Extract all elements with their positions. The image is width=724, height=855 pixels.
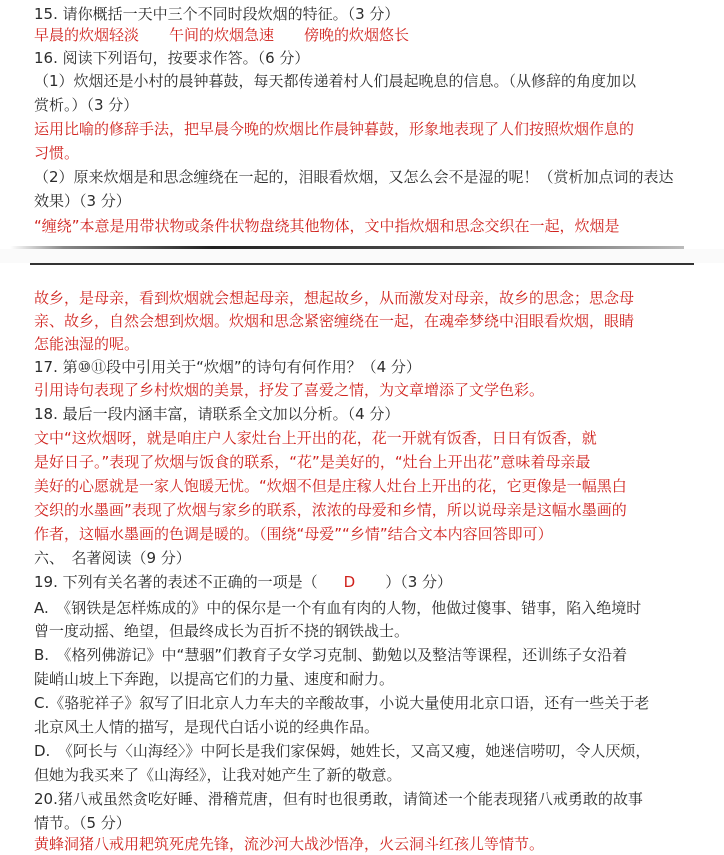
- q16-part2-line1: （2）原来炊烟是和思念缠绕在一起的，泪眼看炊烟，又怎么会不是湿的呢！（赏析加点词的表达: [34, 168, 674, 186]
- q16-part2-answer-2: 故乡，是母亲，看到炊烟就会想起母亲，想起故乡，从而激发对母亲，故乡的思念；思念母: [34, 289, 635, 307]
- q15-answer-line: [34, 25, 710, 45]
- q18-answer-line1: [34, 428, 710, 448]
- q19-answer: D: [343, 573, 356, 591]
- q20-answer-line: [34, 834, 710, 854]
- page-split-bottom: [30, 263, 694, 265]
- q16-part1-answer-2: 习惯。: [34, 144, 79, 163]
- q18-answer-line4: [34, 500, 710, 520]
- q16-part2-answer-4: 怎能浊湿的呢。: [34, 335, 140, 353]
- q19-option-b-line1: B. 《格列佛游记》中“慧骃”们教育子女学习克制、勤勉以及整洁等课程，还训练子女沿着: [34, 646, 628, 664]
- q16-part2-line2: 效果）（3 分）: [34, 192, 131, 210]
- q18-answer-3: 美好的心愿就是一家人饱暖无忧。“炊烟不但是庄稼人灶台上开出的花，它更像是一幅黑白: [34, 477, 627, 496]
- q16-part1-line1: （1）炊烟还是小村的晨钟暮鼓，每天都传递着村人们晨起晚息的信息。（从修辞的角度加以: [34, 72, 637, 90]
- q18-answer-5: 作者，这幅水墨画的色调是暖的。（围绕“母爱”“乡情”结合文本内容回答即可）: [34, 525, 553, 544]
- q19-option-b-line2: 陡峭山坡上下奔跑，以提高它们的力量、速度和耐力。: [34, 670, 395, 688]
- q19-option-a-line1: A. 《钢铁是怎样炼成的》中的保尔是一个有血有肉的人物，他做过傻事、错事，陷入绝境时: [34, 599, 642, 617]
- q19-option-a-line2: 曾一度动摇、绝望，但最终成长为百折不挠的钢铁战士。: [34, 622, 410, 640]
- q15-question: 15. 请你概括一天中三个不同时段炊烟的特征。（3 分）: [34, 5, 400, 23]
- q16-question: 16. 阅读下列语句，按要求作答。（6 分）: [34, 49, 310, 67]
- q16-part1-answer-line2: [34, 143, 710, 163]
- q16-part1-line2: 赏析。）（3 分）: [34, 96, 139, 114]
- q18-answer-4: 交织的水墨画”表现了炊烟与家乡的联系，浓浓的母爱和乡情，所以说母亲是这幅水墨画的: [34, 501, 627, 520]
- q20-question-line2: 情节。（5 分）: [34, 814, 131, 832]
- q19-question-post: ）（3 分）: [385, 573, 452, 591]
- q16-part1-answer-1: 运用比喻的修辞手法，把早晨今晚的炊烟比作晨钟暮鼓，形象地表现了人们按照炊烟作息的: [34, 120, 634, 139]
- q16-part2-answer-1: “缠绕”本意是用带状物或条件状物盘绕其他物体，文中指炊烟和思念交织在一起，炊烟是: [34, 217, 620, 235]
- section-6-heading: 六、 名著阅读（9 分）: [34, 549, 191, 567]
- q17-answer-line: [34, 380, 710, 400]
- q19-option-d-line2: 但她为我买来了《山海经》，让我对她产生了新的敬意。: [34, 766, 402, 784]
- q17-answer: 引用诗句表现了乡村炊烟的美景，抒发了喜爱之情，为文章增添了文学色彩。: [34, 381, 544, 400]
- q19-option-d-line1: D. 《阿长与〈山海经〉》中阿长是我们家保姆，她姓长，又高又瘦，她迷信唠叨，令人厌烦，: [34, 742, 651, 760]
- q18-answer-line3: [34, 476, 710, 496]
- q18-answer-line5: [34, 524, 710, 544]
- q19-question-pre: 19. 下列有关名著的表述不正确的一项是（: [34, 573, 318, 591]
- q18-question: 18. 最后一段内涵丰富，请联系全文加以分析。（4 分）: [34, 405, 400, 423]
- q18-answer-line2: [34, 452, 710, 472]
- q16-part1-answer-line1: [34, 119, 710, 139]
- page-split-gap: [0, 249, 724, 263]
- q19-option-c-line2: 北京风土人情的描写，是现代白话小说的经典作品。: [34, 718, 380, 736]
- q20-question-line1: 20.猪八戒虽然贪吃好睡、滑稽荒唐，但有时也很勇敢，请简述一个能表现猪八戒勇敢的故事: [34, 790, 643, 808]
- q18-answer-1: 文中“这炊烟呀，就是咱庄户人家灶台上开出的花，花一开就有饭香，日日有饭香，就: [34, 429, 597, 448]
- q15-answer: 早晨的炊烟轻淡 午间的炊烟急速 傍晚的炊烟悠长: [34, 26, 409, 45]
- q18-answer-2: 是好日子。”表现了炊烟与饭食的联系，“花”是美好的，“灶台上开出花”意味着母亲最: [34, 453, 590, 472]
- q16-part2-answer-3: 亲、故乡，自然会想到炊烟。炊烟和思念紧密缠绕在一起，在魂牵梦绕中泪眼看炊烟，眼睛: [34, 312, 635, 330]
- q19-option-c-line1: C.《骆驼祥子》叙写了旧北京人力车夫的辛酸故事，小说大量使用北京口语，还有一些关于老: [34, 694, 650, 712]
- q17-question: 17. 第⑩⑪段中引用关于“炊烟”的诗句有何作用？（4 分）: [34, 358, 421, 376]
- q20-answer: 黄蜂洞猪八戒用耙筑死虎先锋，流沙河大战沙悟净，火云洞斗红孩儿等情节。: [34, 835, 544, 854]
- q19-question: [34, 572, 710, 592]
